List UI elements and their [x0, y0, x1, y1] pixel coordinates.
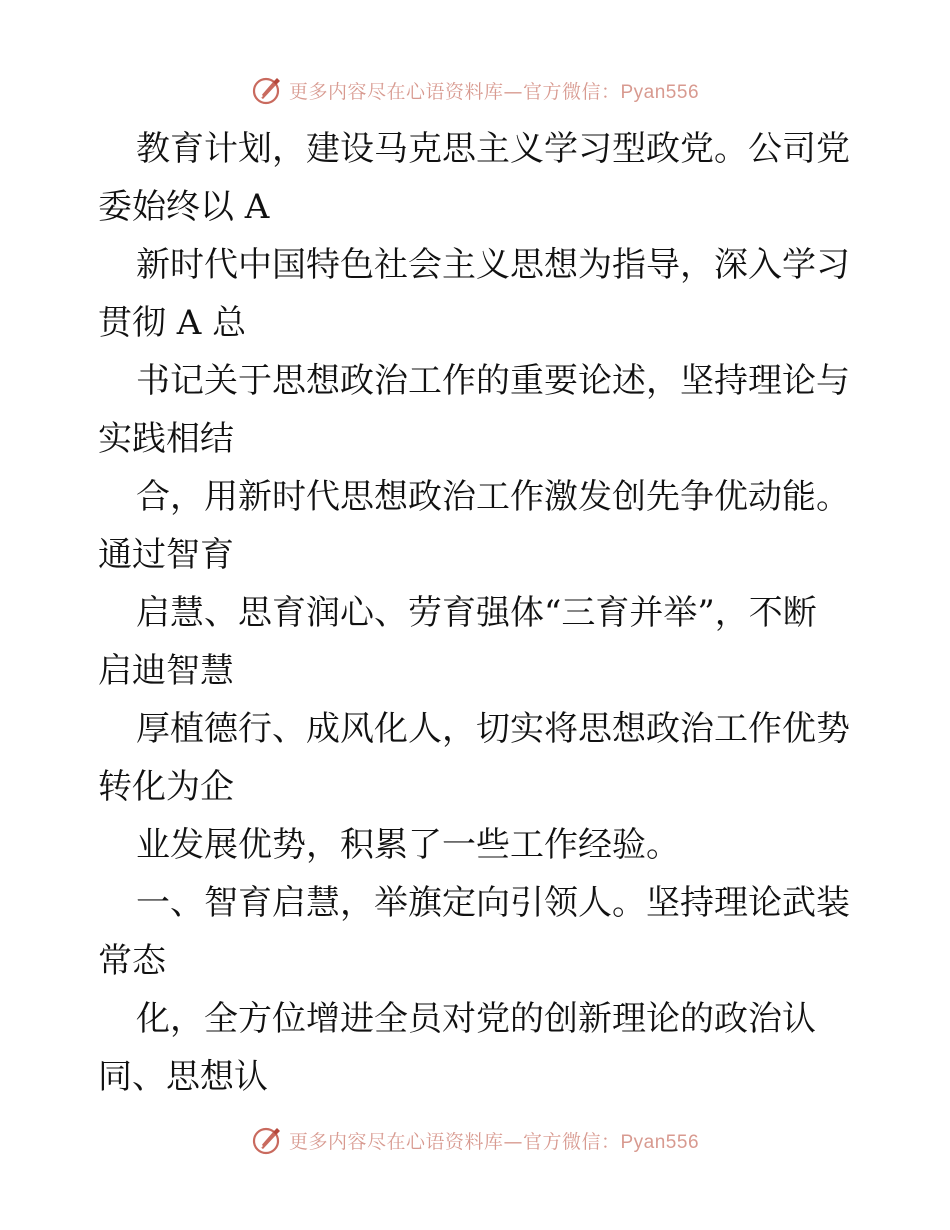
- text-line: 合，用新时代思想政治工作激发创先争优动能。: [136, 477, 850, 517]
- text-line: 化，全方位增进全员对党的创新理论的政治认: [136, 999, 816, 1039]
- watermark-text: 更多内容尽在心语资料库—官方微信：Pyan556: [288, 80, 700, 103]
- text-line: 实践相结: [98, 419, 234, 459]
- text-line: 启迪智慧: [98, 651, 234, 691]
- text-line: 通过智育: [98, 535, 234, 575]
- text-line: 厚植德行、成风化人，切实将思想政治工作优势: [136, 709, 850, 749]
- text-line: 教育计划，建设马克思主义学习型政党。公司党: [136, 129, 850, 169]
- footer-watermark: [0, 1120, 950, 1160]
- pen-logo-icon: [251, 74, 283, 106]
- text-line: 转化为企: [98, 767, 234, 807]
- watermark-text: 更多内容尽在心语资料库—官方微信：Pyan556: [288, 1130, 700, 1153]
- text-line: 常态: [98, 941, 166, 981]
- text-line: 书记关于思想政治工作的重要论述，坚持理论与: [136, 361, 850, 401]
- text-line: 贯彻 A 总: [98, 303, 247, 343]
- text-line: 同、思想认: [98, 1057, 268, 1097]
- text-line: 一、智育启慧，举旗定向引领人。坚持理论武装: [136, 883, 850, 923]
- text-line: 启慧、思育润心、劳育强体“三育并举”，不断: [136, 593, 817, 633]
- pen-logo-icon: [251, 1124, 283, 1156]
- header-watermark: [0, 70, 950, 110]
- document-body: [98, 120, 868, 1106]
- text-line: 业发展优势，积累了一些工作经验。: [136, 825, 680, 865]
- text-line: 新时代中国特色社会主义思想为指导，深入学习: [136, 245, 850, 285]
- text-line: 委始终以 A: [98, 187, 270, 227]
